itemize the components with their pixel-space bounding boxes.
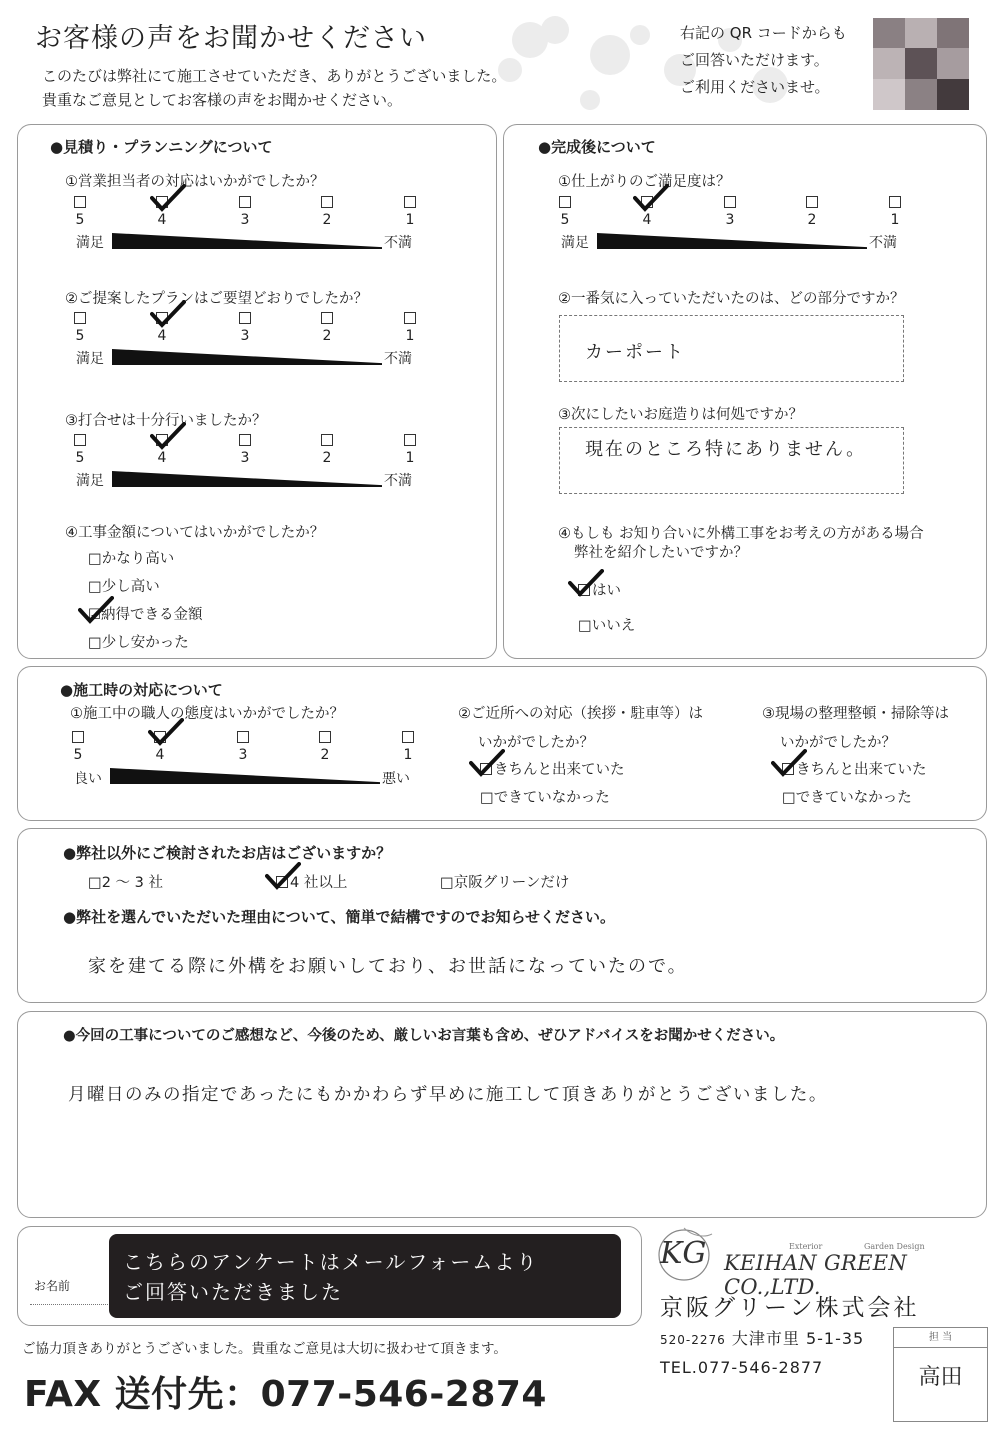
company-name: 京阪グリーン株式会社 — [660, 1295, 920, 1321]
estimate-q4: ④工事金額についてはいかがでしたか？ — [65, 525, 325, 541]
rating-1-label: 1 — [403, 747, 413, 763]
intro-line-2: 貴重なご意見としてお客様の声をお聞かせください。 — [42, 91, 403, 109]
check-mark-icon — [78, 596, 114, 624]
rating-3-label: 3 — [725, 212, 735, 228]
logo-small-text-1: Exterior — [789, 1242, 823, 1251]
mail-form-notice-line-1: こちらのアンケートはメールフォームより — [123, 1250, 539, 1274]
rating-3-label: 3 — [240, 450, 250, 466]
after-q1: ①仕上がりのご満足度は？ — [558, 174, 731, 190]
scale-good-label: 良い — [74, 771, 102, 787]
rating-5-label: 5 — [75, 328, 85, 344]
company-logo-initials: KG — [660, 1236, 707, 1271]
rating-1-checkbox[interactable] — [404, 312, 416, 324]
name-label: お名前 — [34, 1279, 71, 1293]
price-option-bit-cheap[interactable]: □少し安かった — [88, 635, 189, 651]
staff-label: 担 当 — [894, 1328, 987, 1348]
scale-bad-label: 不満 — [384, 351, 412, 367]
after-q4-line-2: 弊社を紹介したいですか？ — [574, 545, 748, 561]
compare-heading: ●弊社以外にご検討されたお店はございますか？ — [63, 844, 392, 862]
rating-5-label: 5 — [75, 450, 85, 466]
rating-2-checkbox[interactable] — [321, 434, 333, 446]
rating-2-label: 2 — [322, 328, 332, 344]
favorite-part-answer: カーポート — [585, 342, 685, 363]
rating-5-checkbox[interactable] — [74, 196, 86, 208]
estimate-q1: ①営業担当者の対応はいかがでしたか？ — [65, 174, 325, 190]
estimate-q1-scale — [70, 196, 420, 256]
rating-1-label: 1 — [405, 450, 415, 466]
rating-4-label: 4 — [157, 328, 167, 344]
next-garden-answer: 現在のところ特にありません。 — [585, 439, 867, 460]
rating-5-checkbox[interactable] — [74, 434, 86, 446]
price-option-bit-high[interactable]: □少し高い — [88, 579, 160, 595]
intro-line-1: このたびは弊社にて施工させていただき、ありがとうございました。 — [42, 67, 507, 85]
page-title: お客様の声をお聞かせください — [35, 23, 427, 54]
refer-yes-label: はい — [592, 583, 621, 599]
name-field-line[interactable] — [30, 1304, 110, 1305]
scale-bad-label: 不満 — [384, 235, 412, 251]
construction-q2-line-1: ②ご近所への対応（挨拶・駐車等）は — [458, 706, 703, 722]
check-mark-icon — [568, 569, 604, 597]
scale-bad-label: 悪い — [382, 771, 410, 787]
rating-3-checkbox[interactable] — [239, 312, 251, 324]
estimate-q3: ③打合せは十分行いましたか？ — [65, 413, 267, 429]
mail-form-notice-line-2: ご回答いただきました — [123, 1280, 343, 1304]
after-q1-scale — [555, 196, 905, 256]
staff-name: 高田 — [918, 1365, 963, 1390]
compare-option-2-3[interactable]: □2 ～ 3 社 — [88, 875, 163, 891]
rating-4-label: 4 — [155, 747, 165, 763]
compare-option-only-keihan[interactable]: □京阪グリーンだけ — [440, 875, 570, 891]
check-mark-icon — [150, 184, 186, 212]
compare-4-plus-label: 4 社以上 — [290, 875, 348, 891]
qr-note — [680, 20, 847, 101]
scale-wedge — [597, 233, 867, 249]
check-mark-icon — [633, 184, 669, 212]
rating-2-checkbox[interactable] — [806, 196, 818, 208]
scale-good-label: 満足 — [76, 473, 104, 489]
rating-2-label: 2 — [322, 450, 332, 466]
qr-note-line-3: ご利用くださいませ。 — [680, 78, 830, 96]
qr-note-line-2: ご回答いただけます。 — [680, 51, 829, 69]
refer-option-no[interactable]: □いいえ — [578, 618, 636, 634]
rating-5-label: 5 — [73, 747, 83, 763]
after-q4-line-1: ④もしも お知り合いに外構工事をお考えの方がある場合 — [558, 526, 924, 542]
after-q3: ③次にしたいお庭造りは何処ですか？ — [558, 407, 803, 423]
company-logo-text: KEIHAN GREEN CO.,LTD. — [724, 1251, 908, 1299]
check-mark-icon — [150, 422, 186, 450]
check-mark-icon — [469, 749, 505, 777]
rating-2-label: 2 — [322, 212, 332, 228]
rating-2-checkbox[interactable] — [321, 196, 333, 208]
neighbor-option-not-done[interactable]: □できていなかった — [480, 790, 610, 806]
check-mark-icon — [265, 862, 301, 890]
price-option-very-high[interactable]: □かなり高い — [88, 551, 175, 567]
rating-3-checkbox[interactable] — [724, 196, 736, 208]
construction-q1-scale — [68, 731, 418, 791]
rating-1-checkbox[interactable] — [402, 731, 414, 743]
estimate-heading: ●見積り・プランニングについて — [50, 138, 273, 156]
company-tel: TEL.077-546-2877 — [660, 1358, 824, 1377]
construction-heading: ●施工時の対応について — [60, 681, 223, 699]
staff-box — [893, 1327, 988, 1422]
rating-3-checkbox[interactable] — [237, 731, 249, 743]
construction-q3-line-2: いかがでしたか？ — [780, 735, 896, 751]
rating-5-label: 5 — [75, 212, 85, 228]
construction-q3-line-1: ③現場の整理整頓・掃除等は — [762, 706, 949, 722]
cleanup-option-not-done[interactable]: □できていなかった — [782, 790, 912, 806]
rating-1-label: 1 — [405, 328, 415, 344]
check-mark-icon — [150, 300, 186, 328]
after-q2: ②一番気に入っていただいたのは、どの部分ですか？ — [558, 291, 905, 307]
mail-form-notice — [109, 1234, 621, 1318]
rating-1-label: 1 — [405, 212, 415, 228]
rating-4-label: 4 — [157, 450, 167, 466]
street-address: 大津市里 5-1-35 — [731, 1329, 865, 1348]
scale-good-label: 満足 — [76, 351, 104, 367]
scale-wedge — [112, 471, 382, 487]
check-mark-icon — [148, 718, 184, 746]
feedback-answer: 月曜日のみの指定であったにもかかわらず早めに施工して頂きありがとうございました。 — [68, 1085, 828, 1105]
estimate-q3-scale — [70, 434, 420, 494]
cleanup-done-label: きちんと出来ていた — [796, 762, 927, 778]
thanks-text: ご協力頂きありがとうございました。貴重なご意見は大切に扱わせて頂きます。 — [22, 1341, 507, 1357]
rating-2-checkbox[interactable] — [319, 731, 331, 743]
scale-wedge — [112, 233, 382, 249]
after-heading: ●完成後について — [538, 138, 656, 156]
feedback-heading: ●今回の工事についてのご感想など、今後のため、厳しいお言葉も含め、ぜひアドバイスをお聞かせください。 — [63, 1028, 785, 1044]
scale-good-label: 満足 — [76, 235, 104, 251]
rating-5-checkbox[interactable] — [74, 312, 86, 324]
rating-1-checkbox[interactable] — [889, 196, 901, 208]
reason-answer: 家を建てる際に外構をお願いしており、お世話になっていたので。 — [88, 956, 688, 977]
company-address — [660, 1326, 864, 1349]
estimate-q2-scale — [70, 312, 420, 372]
qr-note-line-1: 右記の QR コードからも — [680, 24, 847, 42]
neighbor-done-label: きちんと出来ていた — [494, 762, 625, 778]
rating-3-label: 3 — [238, 747, 248, 763]
intro-text — [42, 64, 506, 112]
rating-1-checkbox[interactable] — [404, 434, 416, 446]
rating-5-checkbox[interactable] — [559, 196, 571, 208]
logo-small-text-2: Garden Design — [864, 1242, 925, 1251]
rating-4-label: 4 — [157, 212, 167, 228]
construction-q1: ①施工中の職人の態度はいかがでしたか？ — [70, 706, 344, 722]
fax-number: FAX 送付先：077-546-2874 — [24, 1374, 547, 1415]
construction-q2-line-2: いかがでしたか？ — [478, 735, 594, 751]
rating-3-label: 3 — [240, 328, 250, 344]
qr-code[interactable] — [873, 18, 969, 110]
scale-wedge — [110, 768, 380, 784]
rating-3-label: 3 — [240, 212, 250, 228]
rating-3-checkbox[interactable] — [239, 196, 251, 208]
rating-1-checkbox[interactable] — [404, 196, 416, 208]
rating-2-label: 2 — [320, 747, 330, 763]
rating-4-label: 4 — [642, 212, 652, 228]
estimate-q2: ②ご提案したプランはご要望どおりでしたか？ — [65, 291, 368, 307]
rating-2-checkbox[interactable] — [321, 312, 333, 324]
postal-code: 520-2276 — [660, 1333, 726, 1347]
price-option-reasonable[interactable]: ☑納得できる金額 — [88, 607, 203, 623]
check-mark-icon — [771, 749, 807, 777]
scale-good-label: 満足 — [561, 235, 589, 251]
rating-2-label: 2 — [807, 212, 817, 228]
rating-3-checkbox[interactable] — [239, 434, 251, 446]
reason-heading: ●弊社を選んでいただいた理由について、簡単で結構ですのでお知らせください。 — [63, 908, 616, 926]
scale-wedge — [112, 349, 382, 365]
scale-bad-label: 不満 — [384, 473, 412, 489]
rating-5-checkbox[interactable] — [72, 731, 84, 743]
scale-bad-label: 不満 — [869, 235, 897, 251]
rating-5-label: 5 — [560, 212, 570, 228]
rating-1-label: 1 — [890, 212, 900, 228]
